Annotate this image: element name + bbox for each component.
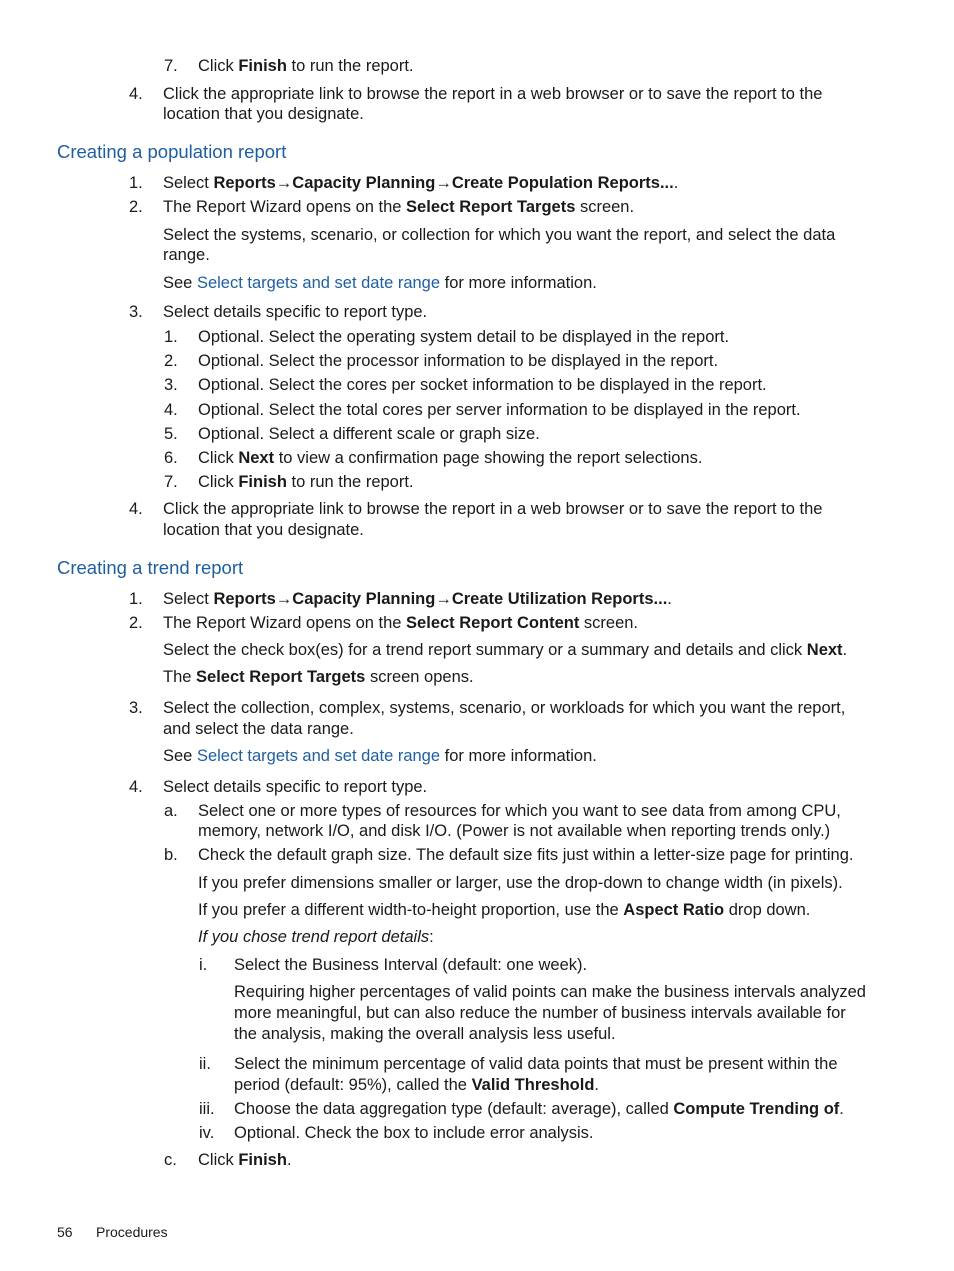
list-roman: ii. [199, 1055, 211, 1073]
list-number: 3. [164, 376, 178, 394]
list-item: Select the Business Interval (default: one week). [234, 956, 588, 974]
list-number: 4. [129, 85, 143, 103]
list-number: 1. [129, 174, 143, 192]
list-number: 6. [164, 449, 178, 467]
paragraph: See Select targets and set date range for more information. [163, 747, 597, 765]
list-letter: c. [164, 1151, 177, 1169]
page-number: 56 [57, 1224, 73, 1240]
list-roman: iv. [199, 1124, 215, 1142]
list-item-continuation: and select the data range. [163, 720, 354, 738]
list-roman: i. [199, 956, 208, 974]
paragraph: range. [163, 246, 210, 264]
list-number: 3. [129, 699, 143, 717]
list-item: Check the default graph size. The default size fits just within a letter-size page for printing. [198, 846, 854, 864]
list-item: Click the appropriate link to browse the report in a web browser or to save the report to the [163, 85, 823, 103]
list-item: Click Finish to run the report. [198, 473, 414, 491]
list-item-continuation: location that you designate. [163, 521, 364, 539]
list-number: 4. [129, 778, 143, 796]
paragraph: If you chose trend report details: [198, 928, 434, 946]
select-targets-link[interactable]: Select targets and set date range [196, 747, 441, 765]
list-roman: iii. [199, 1100, 215, 1118]
list-item: Select the minimum percentage of valid data points that must be present within the [234, 1055, 838, 1073]
list-letter: b. [164, 846, 178, 864]
list-number: 3. [129, 303, 143, 321]
list-item: Select Reports→Capacity Planning→Create Population Reports.... [163, 174, 679, 192]
paragraph: more meaningful, but can also reduce the number of business intervals available for [234, 1004, 846, 1022]
list-item: Choose the data aggregation type (default: average), called Compute Trending of. [234, 1100, 844, 1118]
list-item: Optional. Select a different scale or graph size. [198, 425, 540, 443]
list-number: 2. [129, 614, 143, 632]
list-number: 5. [164, 425, 178, 443]
list-item: Click Next to view a confirmation page showing the report selections. [198, 449, 703, 467]
list-number: 2. [164, 352, 178, 370]
list-item: Click Finish. [198, 1151, 292, 1169]
list-item-continuation: location that you designate. [163, 105, 364, 123]
list-number: 2. [129, 198, 143, 216]
paragraph: The Select Report Targets screen opens. [163, 668, 474, 686]
paragraph: If you prefer a different width-to-height proportion, use the Aspect Ratio drop down. [198, 901, 811, 919]
list-item-continuation: period (default: 95%), called the Valid Threshold. [234, 1076, 600, 1094]
paragraph: Select the systems, scenario, or collection for which you want the report, and select the data [163, 226, 836, 244]
list-number: 7. [164, 473, 178, 491]
paragraph: the analysis, making the overall analysis less useful. [234, 1025, 616, 1043]
list-number: 4. [129, 500, 143, 518]
list-item: Optional. Select the processor information to be displayed in the report. [198, 352, 719, 370]
list-item: Select the collection, complex, systems, scenario, or workloads for which you want the report, [163, 699, 846, 717]
list-item: Select Reports→Capacity Planning→Create Utilization Reports.... [163, 590, 672, 608]
list-number: 1. [164, 328, 178, 346]
list-item: Select details specific to report type. [163, 303, 428, 321]
list-item-continuation: memory, network I/O, and disk I/O. (Power is not available when reporting trends only.) [198, 822, 831, 840]
list-item: Optional. Select the total cores per server information to be displayed in the report. [198, 401, 801, 419]
section-heading-trend: Creating a trend report [57, 557, 244, 578]
list-letter: a. [164, 802, 178, 820]
list-number: 4. [164, 401, 178, 419]
paragraph: If you prefer dimensions smaller or larger, use the drop-down to change width (in pixels). [198, 874, 843, 892]
list-number: 1. [129, 590, 143, 608]
list-item: Select details specific to report type. [163, 778, 428, 796]
list-item: Optional. Check the box to include error analysis. [234, 1124, 594, 1142]
paragraph: Select the check box(es) for a trend report summary or a summary and details and click Next. [163, 641, 848, 659]
section-heading-population: Creating a population report [57, 141, 287, 162]
list-item: Select one or more types of resources for which you want to see data from among CPU, [198, 802, 841, 820]
list-item: Optional. Select the operating system detail to be displayed in the report. [198, 328, 730, 346]
list-item: Click the appropriate link to browse the report in a web browser or to save the report to the [163, 500, 823, 518]
list-item: The Report Wizard opens on the Select Report Targets screen. [163, 198, 635, 216]
list-item: The Report Wizard opens on the Select Report Content screen. [163, 614, 639, 632]
paragraph: Requiring higher percentages of valid points can make the business intervals analyzed [234, 983, 866, 1001]
list-item: Click Finish to run the report. [198, 57, 414, 75]
list-item: Optional. Select the cores per socket information to be displayed in the report. [198, 376, 767, 394]
select-targets-link[interactable]: Select targets and set date range [196, 274, 441, 292]
footer-section: Procedures [96, 1224, 168, 1240]
list-number: 7. [164, 57, 178, 75]
paragraph: See Select targets and set date range for more information. [163, 274, 597, 292]
